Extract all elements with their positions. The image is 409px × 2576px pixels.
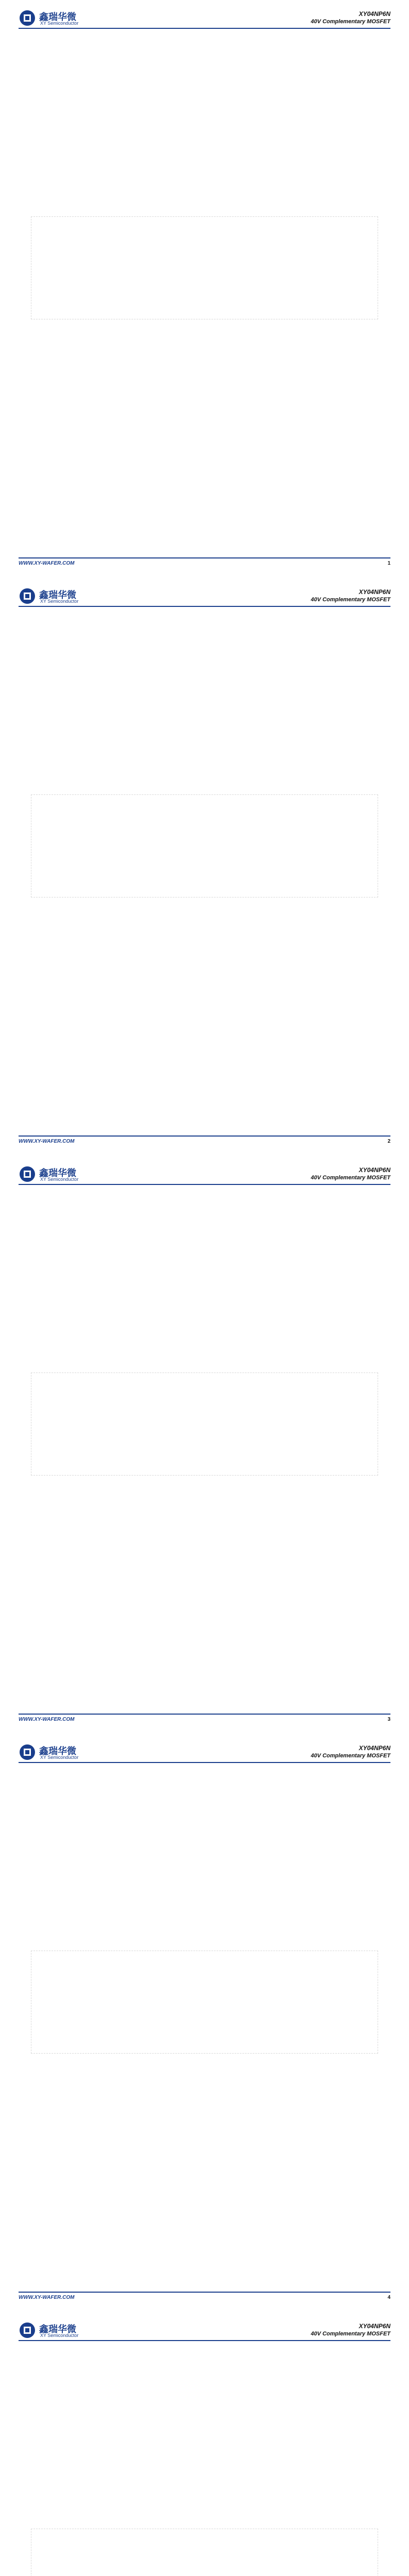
- footer-url[interactable]: WWW.XY-WAFER.COM: [19, 561, 75, 566]
- page-number: 2: [387, 1139, 390, 1144]
- footer-url[interactable]: WWW.XY-WAFER.COM: [19, 2295, 75, 2300]
- datasheet-page-4: [0, 1734, 409, 2311]
- brand-mark-icon: [19, 587, 36, 605]
- part-number: XY04NP6N: [359, 10, 390, 18]
- part-description: 40V Complementary MOSFET: [311, 1175, 390, 1181]
- brand-mark-icon: [19, 9, 36, 27]
- page-header: [19, 586, 390, 609]
- brand-name-cn: 鑫瑞华微: [39, 12, 76, 22]
- brand-logo: [19, 8, 106, 28]
- datasheet-page-3: [0, 1156, 409, 1733]
- brand-mark-icon: [19, 2321, 36, 2339]
- page-number: 4: [387, 2295, 390, 2300]
- brand-name-cn: 鑫瑞华微: [39, 1746, 76, 1756]
- page-header: [19, 8, 390, 31]
- footer-url[interactable]: WWW.XY-WAFER.COM: [19, 1139, 75, 1144]
- page-number: 1: [387, 561, 390, 566]
- page-header: [19, 2320, 390, 2343]
- page-body: [31, 1372, 378, 1476]
- part-description: 40V Complementary MOSFET: [311, 19, 390, 25]
- datasheet-page-2: [0, 578, 409, 1155]
- part-description: 40V Complementary MOSFET: [311, 2331, 390, 2337]
- page-footer: [19, 557, 390, 569]
- footer-url[interactable]: WWW.XY-WAFER.COM: [19, 1717, 75, 1722]
- brand-name-en: XY Semiconductor: [40, 2333, 79, 2338]
- brand-logo: [19, 1742, 106, 1762]
- page-number: 3: [387, 1717, 390, 1722]
- header-rule: [19, 1184, 390, 1185]
- header-rule: [19, 2340, 390, 2341]
- page-footer: [19, 1136, 390, 1147]
- datasheet-page-5: [0, 2312, 409, 2576]
- page-header: [19, 1742, 390, 1765]
- brand-logo: [19, 586, 106, 606]
- brand-name-cn: 鑫瑞华微: [39, 1168, 76, 1178]
- part-number: XY04NP6N: [359, 1166, 390, 1174]
- page-body: [31, 216, 378, 319]
- brand-mark-icon: [19, 1165, 36, 1183]
- brand-name-en: XY Semiconductor: [40, 599, 79, 604]
- part-description: 40V Complementary MOSFET: [311, 597, 390, 603]
- brand-name-cn: 鑫瑞华微: [39, 590, 76, 600]
- page-body: [31, 1951, 378, 2054]
- page-footer: [19, 1714, 390, 1725]
- brand-logo: [19, 2320, 106, 2340]
- brand-name-en: XY Semiconductor: [40, 21, 79, 26]
- brand-logo: [19, 1164, 106, 1184]
- header-rule: [19, 606, 390, 607]
- part-number: XY04NP6N: [359, 2323, 390, 2330]
- brand-name-en: XY Semiconductor: [40, 1177, 79, 1182]
- brand-mark-icon: [19, 1743, 36, 1761]
- header-rule: [19, 28, 390, 29]
- page-footer: [19, 2292, 390, 2303]
- header-rule: [19, 1762, 390, 1763]
- page-body: [31, 2529, 378, 2576]
- brand-name-en: XY Semiconductor: [40, 1755, 79, 1760]
- brand-name-cn: 鑫瑞华微: [39, 2324, 76, 2334]
- page-body: [31, 794, 378, 897]
- datasheet-page-1: [0, 0, 409, 577]
- part-description: 40V Complementary MOSFET: [311, 1753, 390, 1759]
- page-header: [19, 1164, 390, 1187]
- part-number: XY04NP6N: [359, 588, 390, 596]
- part-number: XY04NP6N: [359, 1744, 390, 1752]
